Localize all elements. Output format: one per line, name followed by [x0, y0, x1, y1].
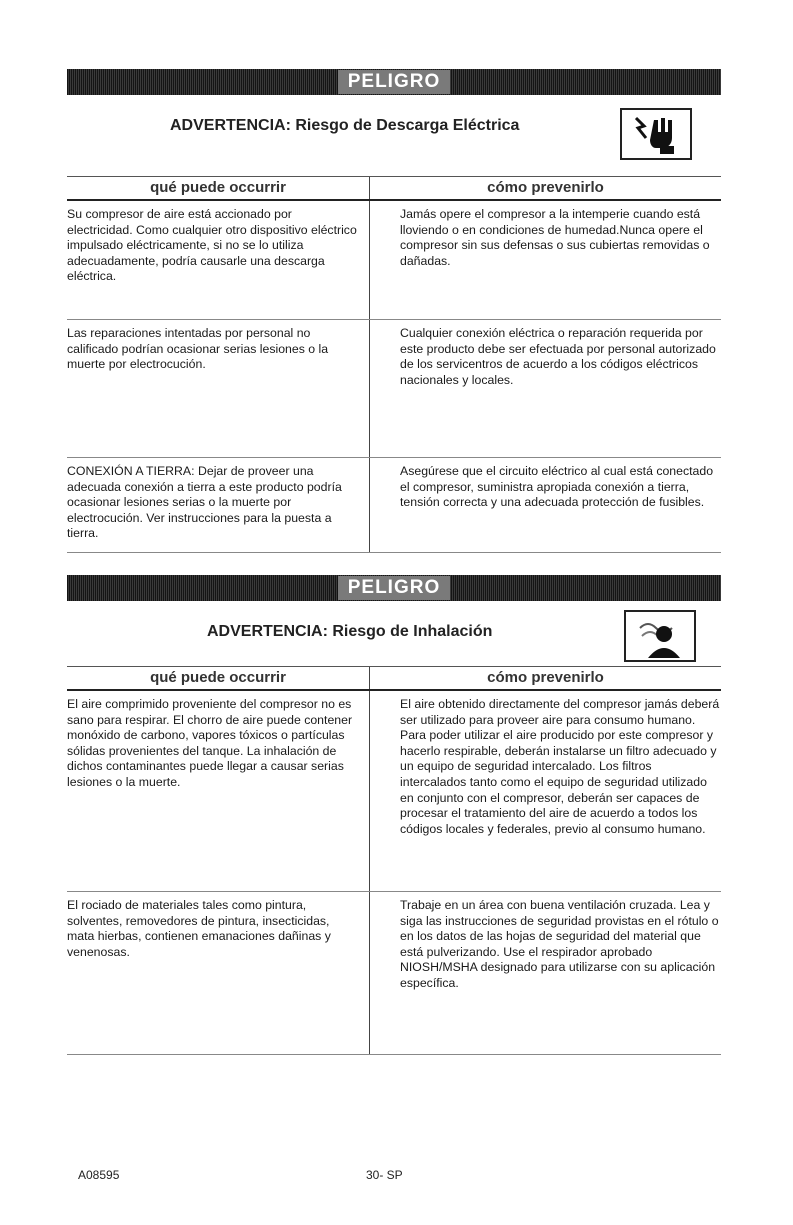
hazard-text: El aire comprimido proveniente del compresor no es sano para respirar. El chorro de aire puede contener monóxido de carbono, vapores tóxicos o partículas sólidas provenientes del tanque. La inhalación de dichos contaminantes puede llegar a causar serias lesiones o la muerte. [67, 697, 353, 789]
document-code: A08595 [78, 1168, 120, 1182]
hazard-text: CONEXIÓN A TIERRA: Dejar de proveer una adecuada conexión a tierra a este producto podría ocasionar lesiones serias o la muerte por electrocución. Ver instrucciones para la puesta a tierra. [67, 464, 342, 541]
table-row [67, 458, 721, 553]
column-header-what: qué puede occurrir [150, 669, 286, 686]
prevention-text: El aire obtenido directamente del compresor jamás deberá ser utilizado para proveer aire para consumo humano. Para poder utilizar el aire producido por este compresor y hacerlo respirable, deberán instalarse un filtro adecuado y un equipo de seguridad intercalado. Los filtros intercalados tanto como el equipo de seguridad utilizado en conjunto con el compresor, deberán ser capaces de procesar el tratamiento del aire de acuerdo a todos los códigos locales y federales, previo al consumo humano. [369, 691, 721, 891]
prevention-text: Jamás opere el compresor a la intemperie cuando está lloviendo o en condiciones de humedad.Nunca opere el compresor sin sus defensas o sus cubiertas removidas o dañadas. [369, 201, 721, 319]
column-header-prevent: cómo prevenirlo [369, 667, 721, 689]
table-row [67, 320, 721, 458]
table-header [67, 176, 721, 201]
table-header [67, 666, 721, 691]
column-header-prevent: cómo prevenirlo [369, 177, 721, 199]
danger-banner [67, 69, 721, 95]
prevention-text: Cualquier conexión eléctrica o reparación requerida por este producto debe ser efectuada por personal autorizado de los servicentros de acuerdo a los códigos eléctricos nacionales y locales. [369, 320, 721, 457]
warning-title: ADVERTENCIA: Riesgo de Inhalación [207, 623, 493, 640]
danger-banner [67, 575, 721, 601]
prevention-text: Asegúrese que el circuito eléctrico al cual está conectado el compresor, suministra apropiada conexión a tierra, tensión correcta y una adecuada protección de fusibles. [369, 458, 721, 552]
inhalation-hazard-icon [624, 610, 696, 662]
electric-hazard-table [67, 176, 721, 553]
danger-label: PELIGRO [338, 576, 451, 600]
table-row [67, 691, 721, 892]
electric-shock-hand-icon [620, 108, 692, 160]
danger-label: PELIGRO [338, 70, 451, 94]
inhalation-hazard-table [67, 666, 721, 1055]
table-row [67, 201, 721, 320]
hazard-text: El rociado de materiales tales como pintura, solventes, removedores de pintura, insecticidas, mata hierbas, contienen emanaciones dañinas y venenosas. [67, 898, 331, 959]
hazard-text: Las reparaciones intentadas por personal no calificado podrían ocasionar serias lesiones o la muerte por electrocución. [67, 326, 329, 372]
hazard-text: Su compresor de aire está accionado por electricidad. Como cualquier otro dispositivo eléctrico impulsado eléctricamente, si no se lo utiliza adecuadamente, podría causarle una descarga eléctrica. [67, 207, 357, 284]
page-number: 30- SP [366, 1168, 403, 1182]
column-header-what: qué puede occurrir [150, 179, 286, 196]
warning-title: ADVERTENCIA: Riesgo de Descarga Eléctrica [170, 117, 520, 134]
prevention-text: Trabaje en un área con buena ventilación cruzada. Lea y siga las instrucciones de seguridad provistas en el rótulo o en los datos de las hojas de seguridad del material que está pulverizando. Use el respirador aprobado NIOSH/MSHA designado para utilizarse con su aplicación específica. [369, 892, 721, 1054]
table-row [67, 892, 721, 1055]
